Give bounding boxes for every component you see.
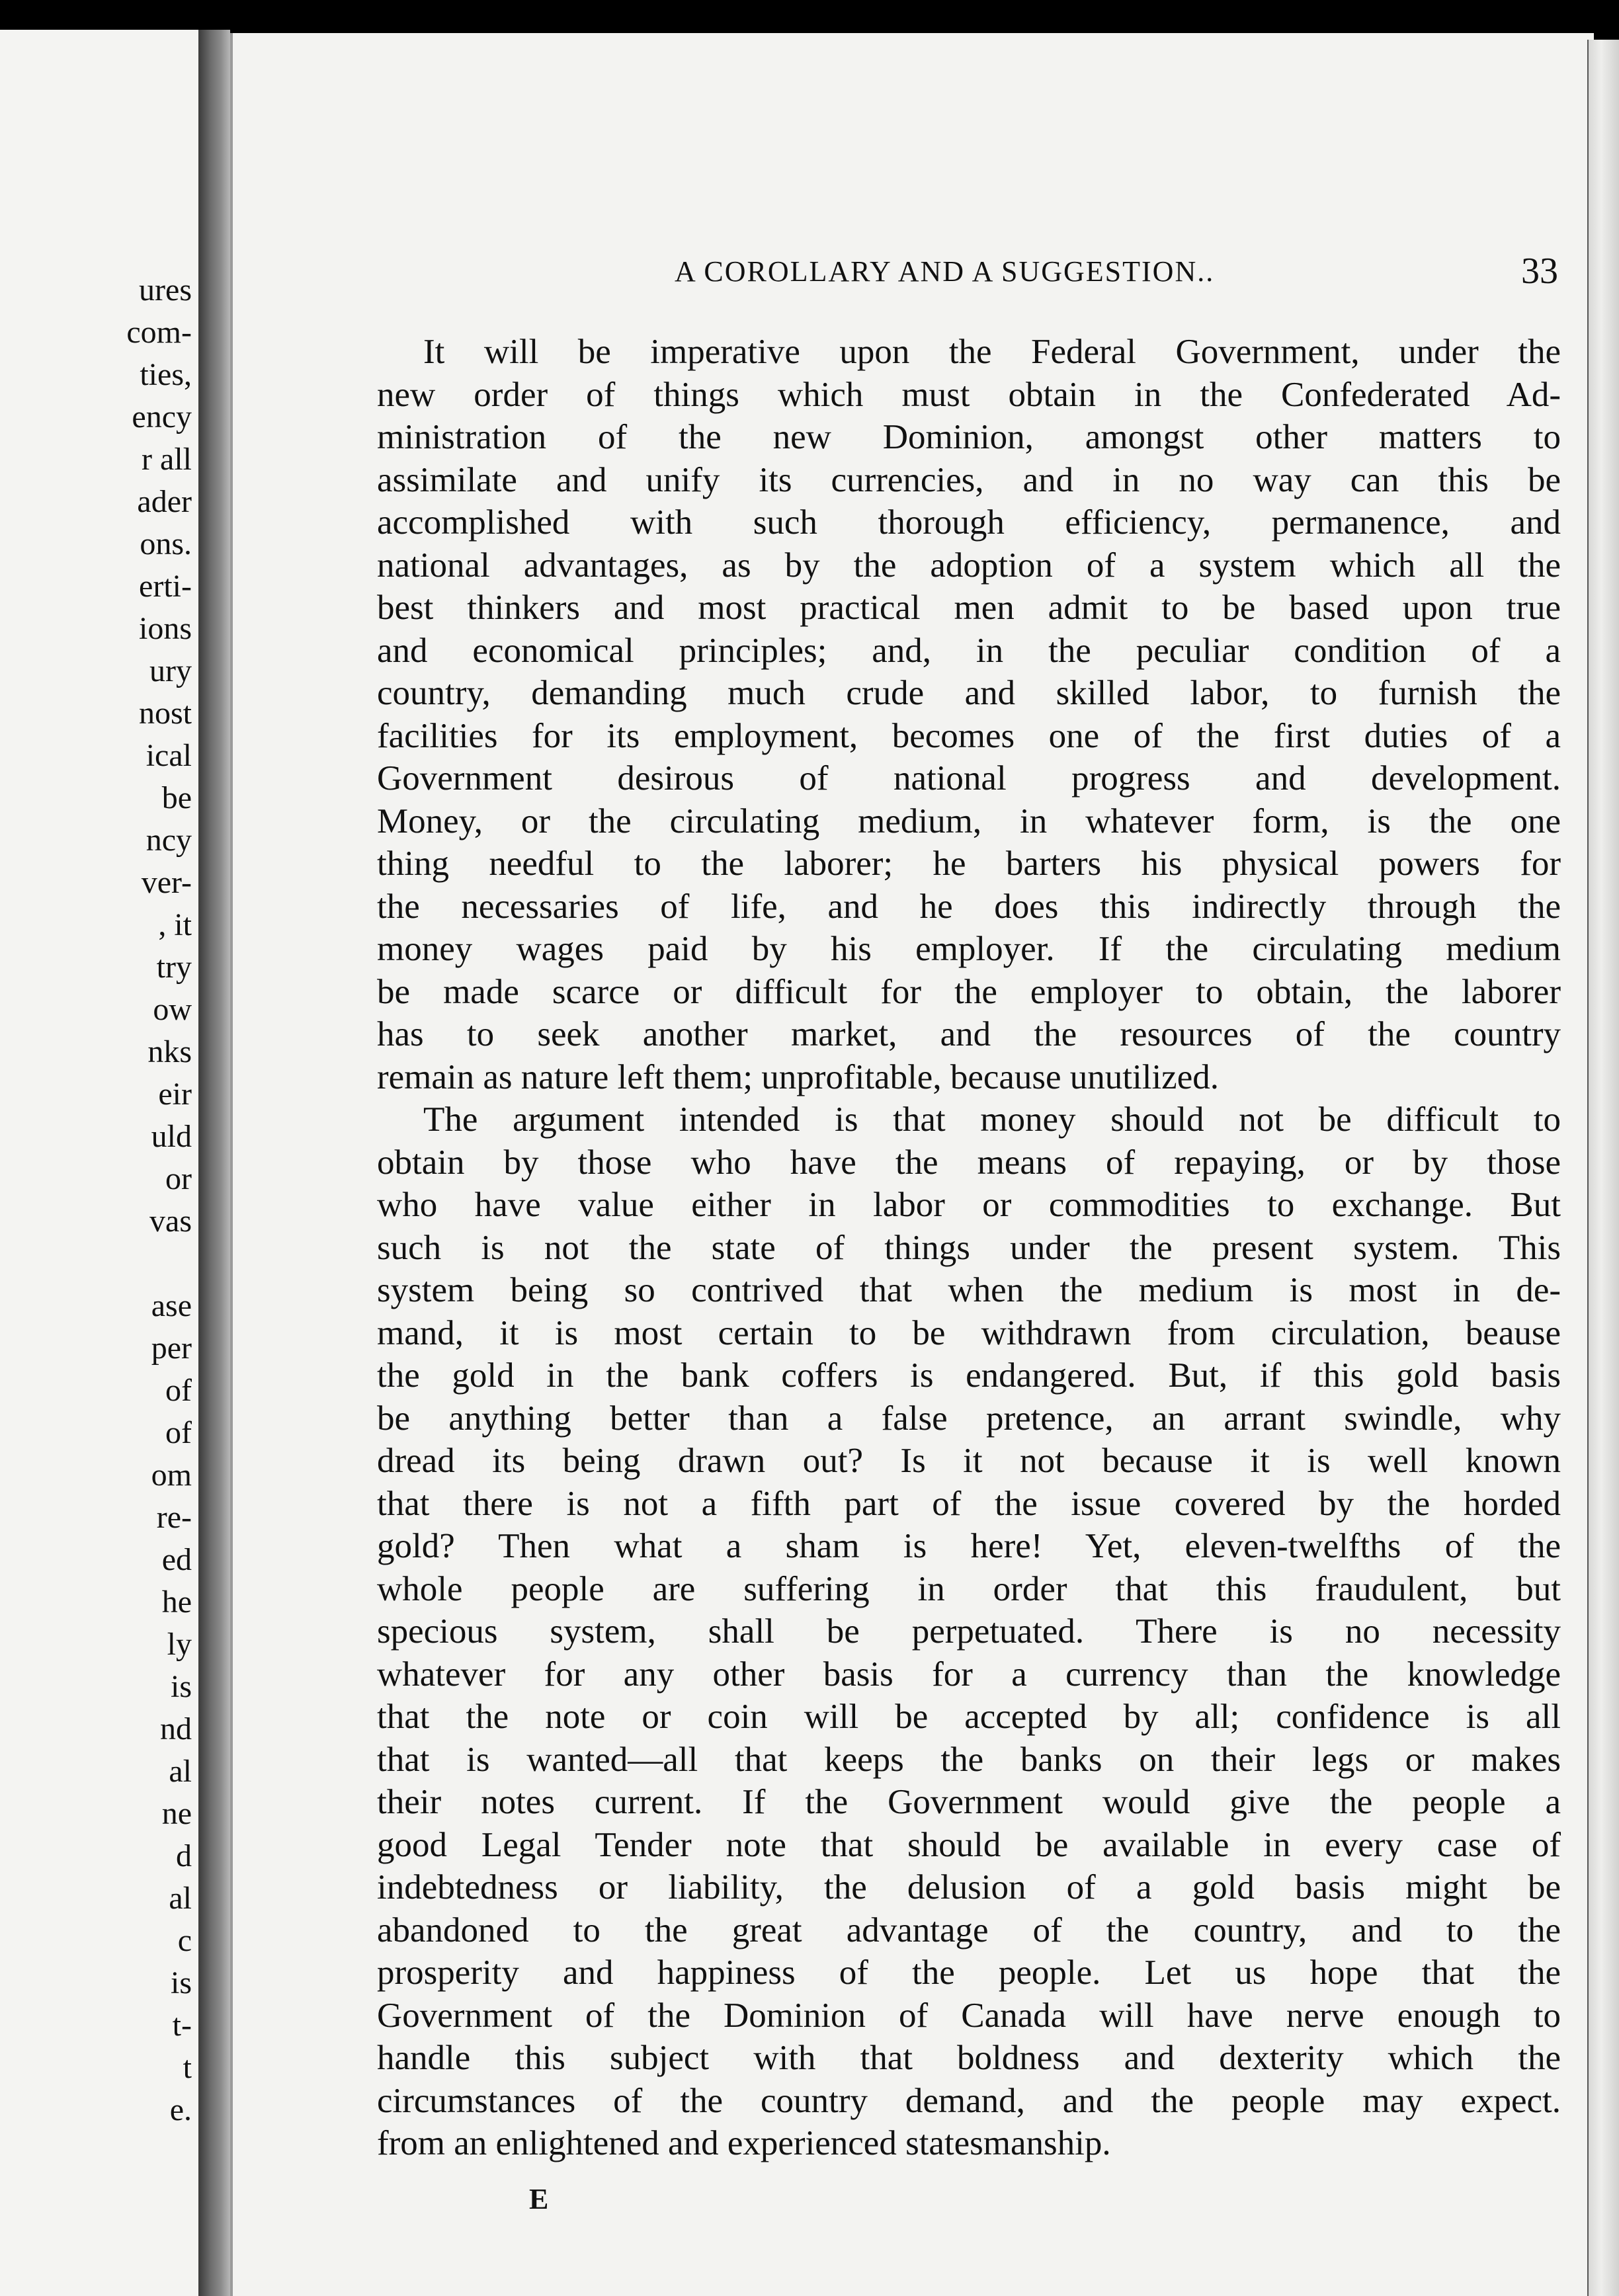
facing-page-text: [0, 30, 198, 2296]
text-line: ministration of the new Dominion, amongst other matters to: [377, 418, 1561, 456]
text-line: whatever for any other basis for a currency than the knowledge: [377, 1655, 1561, 1694]
facing-page-fragment: ties,: [140, 357, 192, 392]
facing-page-fragment: erti-: [139, 569, 192, 604]
facing-page-fragment: t-: [172, 2008, 192, 2043]
text-line: mand, it is most certain to be withdrawn from circulation, beause: [377, 1313, 1561, 1352]
text-line: country, demanding much crude and skilled labor, to furnish the: [377, 674, 1561, 712]
facing-page: [0, 30, 198, 2296]
facing-page-fragment: be: [161, 780, 192, 815]
facing-page-fragment: he: [161, 1584, 192, 1620]
text-line: be made scarce or difficult for the employer to obtain, the laborer: [377, 972, 1561, 1011]
text-line: remain as nature left them; unprofitable, because unutilized.: [377, 1057, 1219, 1096]
text-line: prosperity and happiness of the people. Let us hope that the: [377, 1953, 1561, 1992]
facing-page-fragment: ase: [151, 1288, 192, 1323]
facing-page-fragment: of: [165, 1415, 192, 1450]
text-line: that there is not a fifth part of the issue covered by the horded: [377, 1484, 1561, 1523]
text-line: that is wanted—all that keeps the banks on their legs or makes: [377, 1740, 1561, 1779]
text-line: handle this subject with that boldness and dexterity which the: [377, 2039, 1561, 2077]
facing-page-fragment: ader: [137, 484, 192, 519]
page-edge: [1587, 40, 1619, 2296]
facing-page-fragment: r all: [142, 442, 192, 477]
facing-page-fragment: om: [151, 1457, 192, 1493]
text-line: Money, or the circulating medium, in whatever form, is the one: [377, 801, 1561, 840]
text-line: gold? Then what a sham is here! Yet, eleven-twelfths of the: [377, 1527, 1561, 1565]
facing-page-fragment: ncy: [145, 823, 192, 858]
running-head: A COROLLARY AND A SUGGESTION..: [675, 255, 1215, 288]
text-line: best thinkers and most practical men admit to be based upon true: [377, 589, 1561, 627]
text-line: has to seek another market, and the resources of the country: [377, 1015, 1561, 1053]
facing-page-fragment: is: [170, 1965, 192, 2000]
text-line: It will be imperative upon the Federal Government, under the: [423, 333, 1561, 371]
facing-page-fragment: ency: [132, 399, 192, 434]
text-line: system being so contrived that when the medium is most in de-: [377, 1271, 1561, 1309]
text-line: The argument intended is that money should not be difficult to: [423, 1100, 1561, 1139]
text-line: Government desirous of national progress and development.: [377, 759, 1561, 798]
facing-page-fragment: try: [156, 950, 192, 985]
facing-page-fragment: t: [183, 2050, 192, 2085]
facing-page-fragment: ions: [138, 611, 192, 646]
facing-page-fragment: c: [177, 1923, 192, 1958]
facing-page-fragment: of: [165, 1373, 192, 1408]
text-line: Government of the Dominion of Canada will have nerve enough to: [377, 1996, 1561, 2035]
facing-page-fragment: or: [165, 1161, 192, 1196]
facing-page-fragment: com-: [126, 315, 192, 350]
text-line: who have value either in labor or commodities to exchange. But: [377, 1186, 1561, 1224]
signature-mark: E: [529, 2183, 549, 2215]
text-line: the gold in the bank coffers is endangered. But, if this gold basis: [377, 1356, 1561, 1395]
text-line: circumstances of the country demand, and the people may expect.: [377, 2081, 1561, 2120]
text-line: and economical principles; and, in the peculiar condition of a: [377, 631, 1561, 670]
text-line: from an enlightened and experienced statesmanship.: [377, 2124, 1111, 2162]
text-line: good Legal Tender note that should be available in every case of: [377, 1825, 1561, 1864]
facing-page-fragment: nks: [147, 1034, 192, 1069]
text-line: their notes current. If the Government would give the people a: [377, 1783, 1561, 1821]
text-line: facilities for its employment, becomes one of the first duties of a: [377, 716, 1561, 755]
text-line: obtain by those who have the means of repaying, or by those: [377, 1143, 1561, 1182]
text-line: whole people are suffering in order that this fraudulent, but: [377, 1569, 1561, 1608]
facing-page-fragment: re-: [156, 1500, 192, 1535]
text-line: such is not the state of things under the present system. This: [377, 1228, 1561, 1267]
facing-page-fragment: per: [151, 1331, 192, 1366]
book-gutter: [198, 30, 230, 2296]
body-text: [377, 331, 1561, 2165]
text-line: national advantages, as by the adoption of a system which all the: [377, 546, 1561, 585]
facing-page-fragment: ical: [145, 738, 192, 773]
facing-page-fragment: uld: [151, 1119, 192, 1154]
text-line: be anything better than a false pretence, an arrant swindle, why: [377, 1399, 1561, 1438]
facing-page-fragment: ons.: [140, 526, 192, 561]
text-line: that the note or coin will be accepted by all; confidence is all: [377, 1698, 1561, 1736]
facing-page-fragment: ly: [167, 1627, 192, 1662]
facing-page-fragment: d: [176, 1838, 192, 1873]
facing-page-fragment: ne: [161, 1796, 192, 1831]
text-line: new order of things which must obtain in the Confederated Ad-: [377, 375, 1561, 414]
facing-page-fragment: eir: [158, 1077, 192, 1112]
facing-page-fragment: vas: [149, 1204, 192, 1239]
page-number: 33: [1521, 251, 1558, 292]
text-line: money wages paid by his employer. If the circulating medium: [377, 930, 1561, 968]
facing-page-fragment: nost: [138, 696, 192, 731]
facing-page-fragment: ow: [153, 992, 192, 1027]
text-line: abandoned to the great advantage of the country, and to the: [377, 1910, 1561, 1949]
facing-page-fragment: al: [169, 1754, 192, 1789]
text-line: dread its being drawn out? Is it not because it is well known: [377, 1442, 1561, 1480]
text-line: specious system, shall be perpetuated. There is no necessity: [377, 1612, 1561, 1651]
text-line: the necessaries of life, and he does this indirectly through the: [377, 887, 1561, 926]
facing-page-fragment: ures: [139, 272, 192, 308]
text-line: indebtedness or liability, the delusion of a gold basis might be: [377, 1868, 1561, 1906]
text-line: thing needful to the laborer; he barters his physical powers for: [377, 844, 1561, 883]
facing-page-fragment: ver-: [141, 865, 192, 900]
facing-page-fragment: al: [169, 1881, 192, 1916]
facing-page-fragment: ury: [149, 653, 192, 688]
facing-page-fragment: is: [170, 1669, 192, 1704]
text-line: assimilate and unify its currencies, and in no way can this be: [377, 460, 1561, 499]
facing-page-fragment: , it: [158, 907, 192, 942]
text-line: accomplished with such thorough efficiency, permanence, and: [377, 503, 1561, 542]
facing-page-fragment: nd: [160, 1711, 192, 1746]
facing-page-fragment: ed: [161, 1542, 192, 1577]
facing-page-fragment: e.: [169, 2092, 192, 2127]
